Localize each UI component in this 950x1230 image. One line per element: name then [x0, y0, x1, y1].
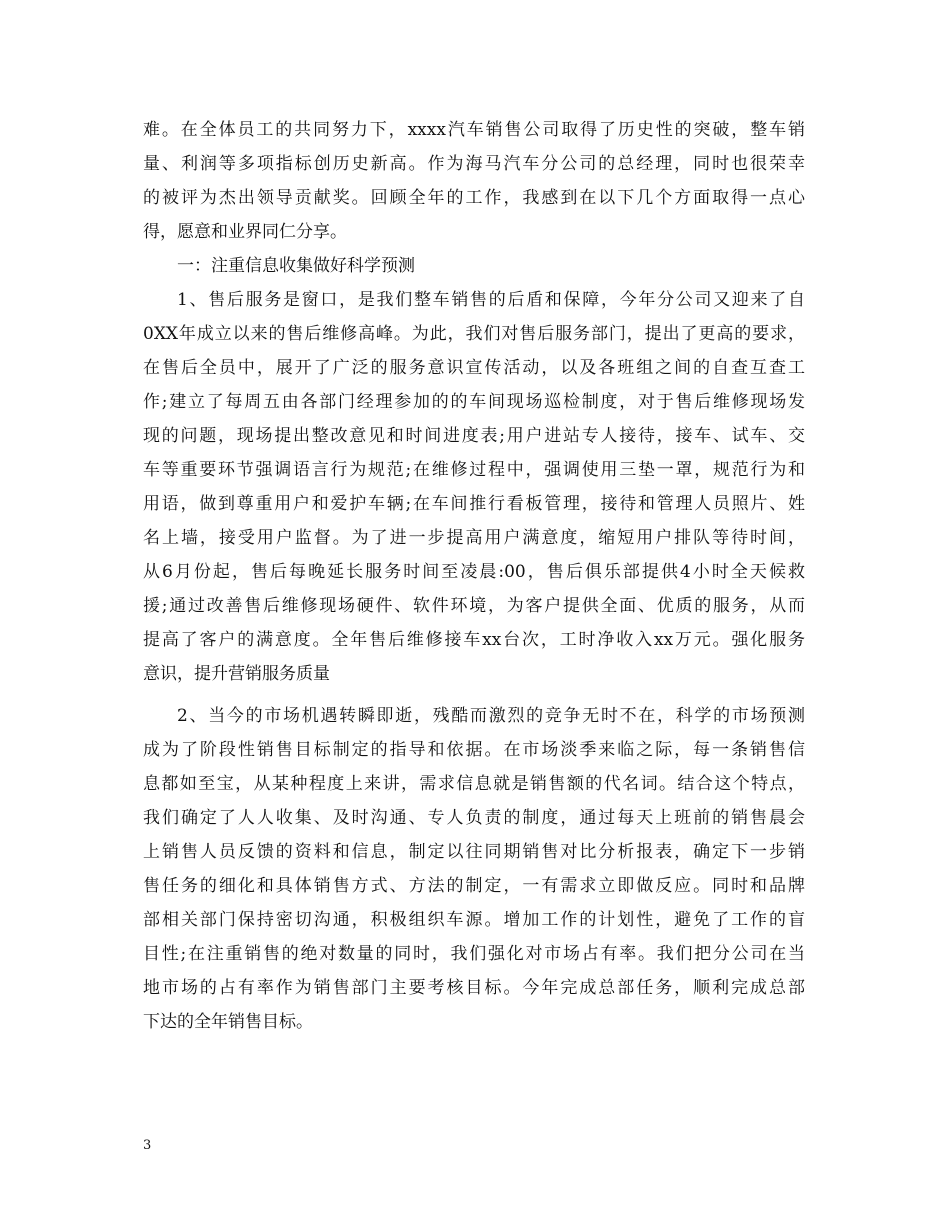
paragraph-line: 1、售后服务是窗口，是我们整车销售的后盾和保障，今年分公司又迎来了自: [177, 290, 805, 310]
paragraph-line: 从6月份起，售后每晚延长服务时间至凌晨:00，售后俱乐部提供4小时全天候救: [143, 562, 805, 582]
section-heading: 一：注重信息收集做好科学预测: [177, 256, 415, 276]
paragraph-line: 成为了阶段性销售目标制定的指导和依据。在市场淡季来临之际，每一条销售信: [143, 740, 805, 760]
page-number: 3: [143, 1138, 152, 1153]
paragraph-line: 在售后全员中，展开了广泛的服务意识宣传活动，以及各班组之间的自查互查工: [143, 358, 805, 378]
paragraph-line: 难。在全体员工的共同努力下，xxxx汽车销售公司取得了历史性的突破，整车销: [143, 120, 805, 140]
paragraph-line: 息都如至宝，从某种程度上来讲，需求信息就是销售额的代名词。结合这个特点，: [143, 774, 805, 794]
paragraph-line: 提高了客户的满意度。全年售后维修接车xx台次，工时净收入xx万元。强化服务: [143, 630, 805, 650]
paragraph-line: 售任务的细化和具体销售方式、方法的制定，一有需求立即做反应。同时和品牌: [143, 876, 805, 896]
paragraph-line: 的被评为杰出领导贡献奖。回顾全年的工作，我感到在以下几个方面取得一点心: [143, 188, 805, 208]
paragraph-line: 部相关部门保持密切沟通，积极组织车源。增加工作的计划性，避免了工作的盲: [143, 910, 805, 930]
paragraph-line: 现的问题，现场提出整改意见和时间进度表;用户进站专人接待，接车、试车、交: [143, 426, 805, 446]
paragraph-line: 上销售人员反馈的资料和信息，制定以往同期销售对比分析报表，确定下一步销: [143, 842, 805, 862]
paragraph-line: 援;通过改善售后维修现场硬件、软件环境，为客户提供全面、优质的服务，从而: [143, 596, 805, 616]
paragraph-line: 意识，提升营销服务质量: [143, 664, 330, 684]
paragraph-line: 量、利润等多项指标创历史新高。作为海马汽车分公司的总经理，同时也很荣幸: [143, 154, 805, 174]
paragraph-line: 用语，做到尊重用户和爱护车辆;在车间推行看板管理，接待和管理人员照片、姓: [143, 494, 805, 514]
paragraph-line: 得，愿意和业界同仁分享。: [143, 222, 347, 242]
paragraph-line: 目性;在注重销售的绝对数量的同时，我们强化对市场占有率。我们把分公司在当: [143, 944, 805, 964]
paragraph-line: 车等重要环节强调语言行为规范;在维修过程中，强调使用三垫一罩，规范行为和: [143, 460, 805, 480]
paragraph-line: 作;建立了每周五由各部门经理参加的的车间现场巡检制度，对于售后维修现场发: [143, 392, 805, 412]
paragraph-line: 2、当今的市场机遇转瞬即逝，残酷而激烈的竞争无时不在，科学的市场预测: [177, 706, 805, 726]
paragraph-line: 我们确定了人人收集、及时沟通、专人负责的制度，通过每天上班前的销售晨会: [143, 808, 805, 828]
paragraph-line: 0XX年成立以来的售后维修高峰。为此，我们对售后服务部门，提出了更高的要求，: [143, 324, 805, 344]
paragraph-line: 地市场的占有率作为销售部门主要考核目标。今年完成总部任务，顺利完成总部: [143, 978, 805, 998]
paragraph-line: 名上墙，接受用户监督。为了进一步提高用户满意度，缩短用户排队等待时间，: [143, 528, 805, 548]
paragraph-line: 下达的全年销售目标。: [143, 1012, 313, 1032]
